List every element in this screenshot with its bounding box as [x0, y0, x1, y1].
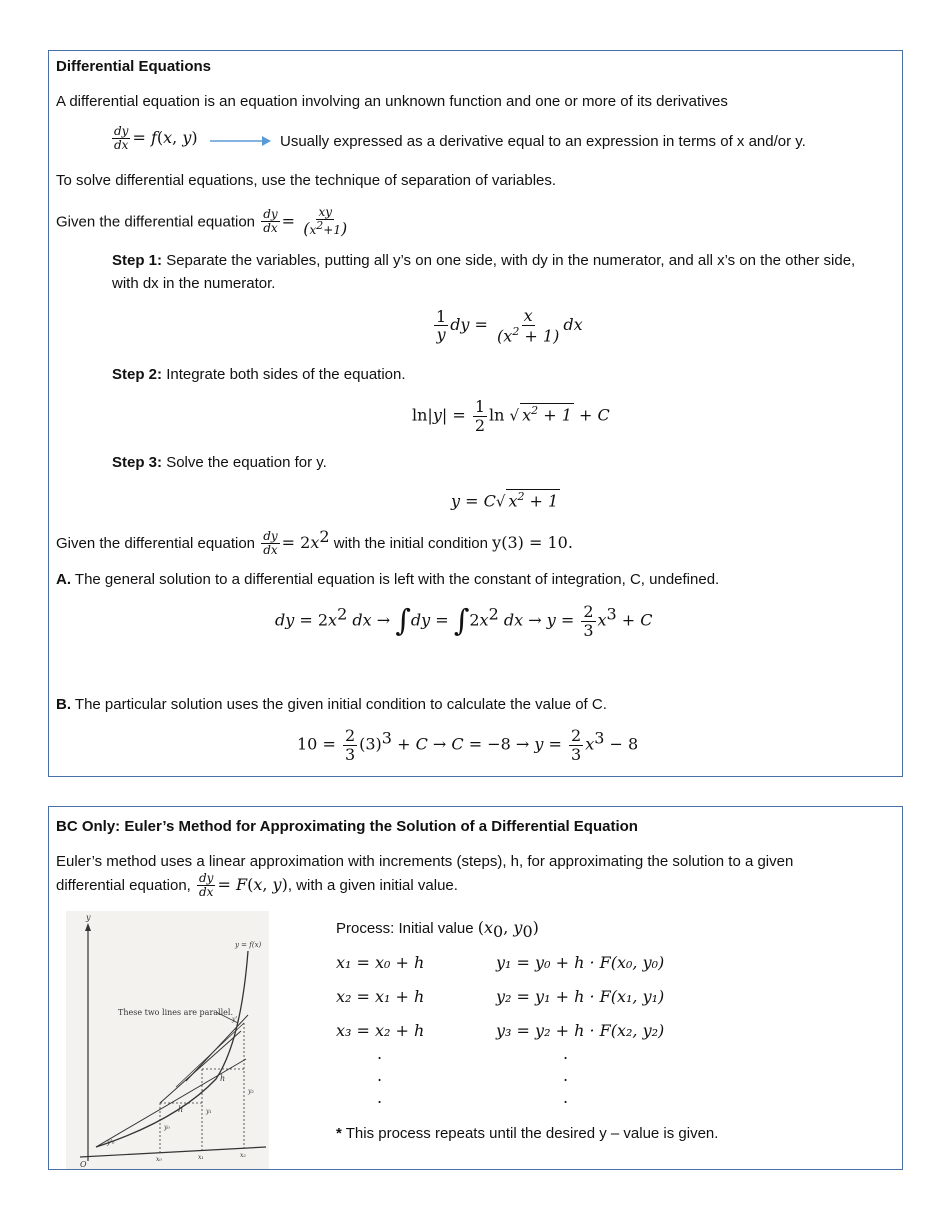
note-text: This process repeats until the desired y – value is given. [345, 1125, 719, 1142]
x2-formula: x₂ = x₁ + h [336, 987, 425, 1006]
part-b-text: The particular solution uses the given initial condition to calculate the value of C. [74, 696, 607, 713]
intro2-prefix: differential equation, [56, 876, 191, 894]
svg-text:y = f(x): y = f(x) [235, 941, 262, 949]
given2-prefix: Given the differential equation [56, 535, 256, 552]
y1-formula: y₁ = y₀ + h · F(x₀, y₀) [496, 953, 665, 972]
repeat-note [336, 1125, 718, 1143]
initial-condition: y(3) = 10. [492, 533, 573, 552]
given-equation-2: Given the differential equation $\frac{dy}{dx}$ = $2x^2$ with the initial condition y(3) = 10. [56, 527, 573, 558]
expressed-text: Usually expressed as a derivative equal to an expression in terms of x and/or y. [280, 133, 806, 150]
step3-label: Step 3: [112, 454, 163, 471]
section-title: Differential Equations [56, 58, 212, 75]
part-a-line [56, 571, 719, 589]
euler-title: BC Only: Euler’s Method for Approximating the Solution of a Differential Equation [56, 818, 638, 835]
given2-mid: with the initial condition [333, 535, 488, 552]
general-solution-equation: dy = $2x^2$ dx → $\int dy = \int 2x^2$ dx → y = $\frac{2}{3}$ $x^3 + C$ [275, 602, 653, 640]
ellipsis-dot: . [377, 1088, 383, 1107]
step2-label: Step 2: [112, 366, 163, 383]
solved-equation: y = C√ $x^2 + 1$ [451, 490, 559, 511]
process-label: Process: Initial value [336, 920, 474, 937]
y2-formula: y₂ = y₁ + h · F(x₁, y₁) [496, 987, 665, 1006]
step1-text: Separate the variables, putting all y’s on one side, with dy in the numerator, and all x’s on the other side, [166, 252, 856, 269]
h-label-1: h [178, 1105, 184, 1114]
step1-line [112, 252, 855, 270]
x1-formula: x₁ = x₀ + h [336, 953, 425, 972]
ellipsis-dot: . [563, 1066, 569, 1085]
svg-text:x₀: x₀ [156, 1156, 162, 1163]
arrow-right-icon [210, 134, 272, 148]
integrated-equation: ln|y| = $\frac{1}{2}$ ln √ $x^2 + 1 + C$ [412, 397, 610, 435]
euler-intro-1: Euler’s method uses a linear approximation with increments (steps), h, for approximating the solution to a given [56, 853, 794, 870]
step3-line [112, 454, 327, 472]
separation-text: To solve differential equations, use the technique of separation of variables. [56, 172, 557, 189]
ellipsis-dot: . [563, 1088, 569, 1107]
step1-label: Step 1: [112, 252, 163, 269]
ellipsis-dot: . [563, 1044, 569, 1063]
svg-text:y₀: y₀ [164, 1124, 170, 1131]
step2-line [112, 366, 406, 384]
intro2-suffix: , with a given initial value. [287, 876, 458, 894]
y3-formula: y₃ = y₂ + h · F(x₂, y₂) [496, 1021, 665, 1040]
euler-intro-2: differential equation, $\frac{dy}{dx}$ = F(x, y), with a given initial value. [56, 871, 458, 900]
step3-text: Solve the equation for y. [166, 454, 327, 471]
x3-formula: x₃ = x₂ + h [336, 1021, 425, 1040]
euler-method-figure [66, 911, 269, 1169]
process-line: Process: Initial value ($x_0$, $y_0$) [336, 918, 539, 941]
ellipsis-dot: . [377, 1044, 383, 1063]
svg-text:x₁: x₁ [198, 1154, 204, 1161]
svg-text:y₁: y₁ [206, 1108, 212, 1115]
part-b-label: B. [56, 696, 71, 713]
h-label-2: h [220, 1074, 226, 1083]
given-equation-1: Given the differential equation $\frac{dy}{dx}$ = $\frac{xy}{(x^2+1)}$ [56, 205, 348, 239]
intro-text: A differential equation is an equation involving an unknown function and one or more of its derivatives [56, 93, 728, 110]
note-star: * [336, 1125, 342, 1142]
part-a-label: A. [56, 571, 71, 588]
step2-text: Integrate both sides of the equation. [166, 366, 406, 383]
dydx-general-equation: $\frac{dy}{dx}$ = f(x, y) [114, 124, 198, 153]
step1-text-2: with dx in the numerator. [112, 275, 276, 292]
svg-text:x₂: x₂ [240, 1152, 246, 1159]
svg-text:y'₀: y'₀ [107, 1139, 115, 1146]
svg-text:y'₁: y'₁ [232, 1016, 240, 1023]
parallel-label: These two lines are parallel. [118, 1008, 233, 1017]
particular-solution-equation: 10 = $\frac{2}{3}$ $(3)^3 + C \to C = -8 \to y$ = $\frac{2}{3}$ $x^3 - 8$ [297, 726, 639, 764]
svg-text:y₂: y₂ [248, 1088, 254, 1095]
given1-prefix: Given the differential equation [56, 213, 256, 231]
separated-equation: $\frac{1}{y}$ dy = $\frac{x}{(x^2 + 1)}$ dx [436, 306, 583, 345]
svg-text:y: y [86, 913, 91, 922]
svg-text:O: O [80, 1160, 87, 1169]
part-a-text: The general solution to a differential equation is left with the constant of integration, C, undefined. [74, 571, 720, 588]
ellipsis-dot: . [377, 1066, 383, 1085]
part-b-line [56, 696, 607, 714]
